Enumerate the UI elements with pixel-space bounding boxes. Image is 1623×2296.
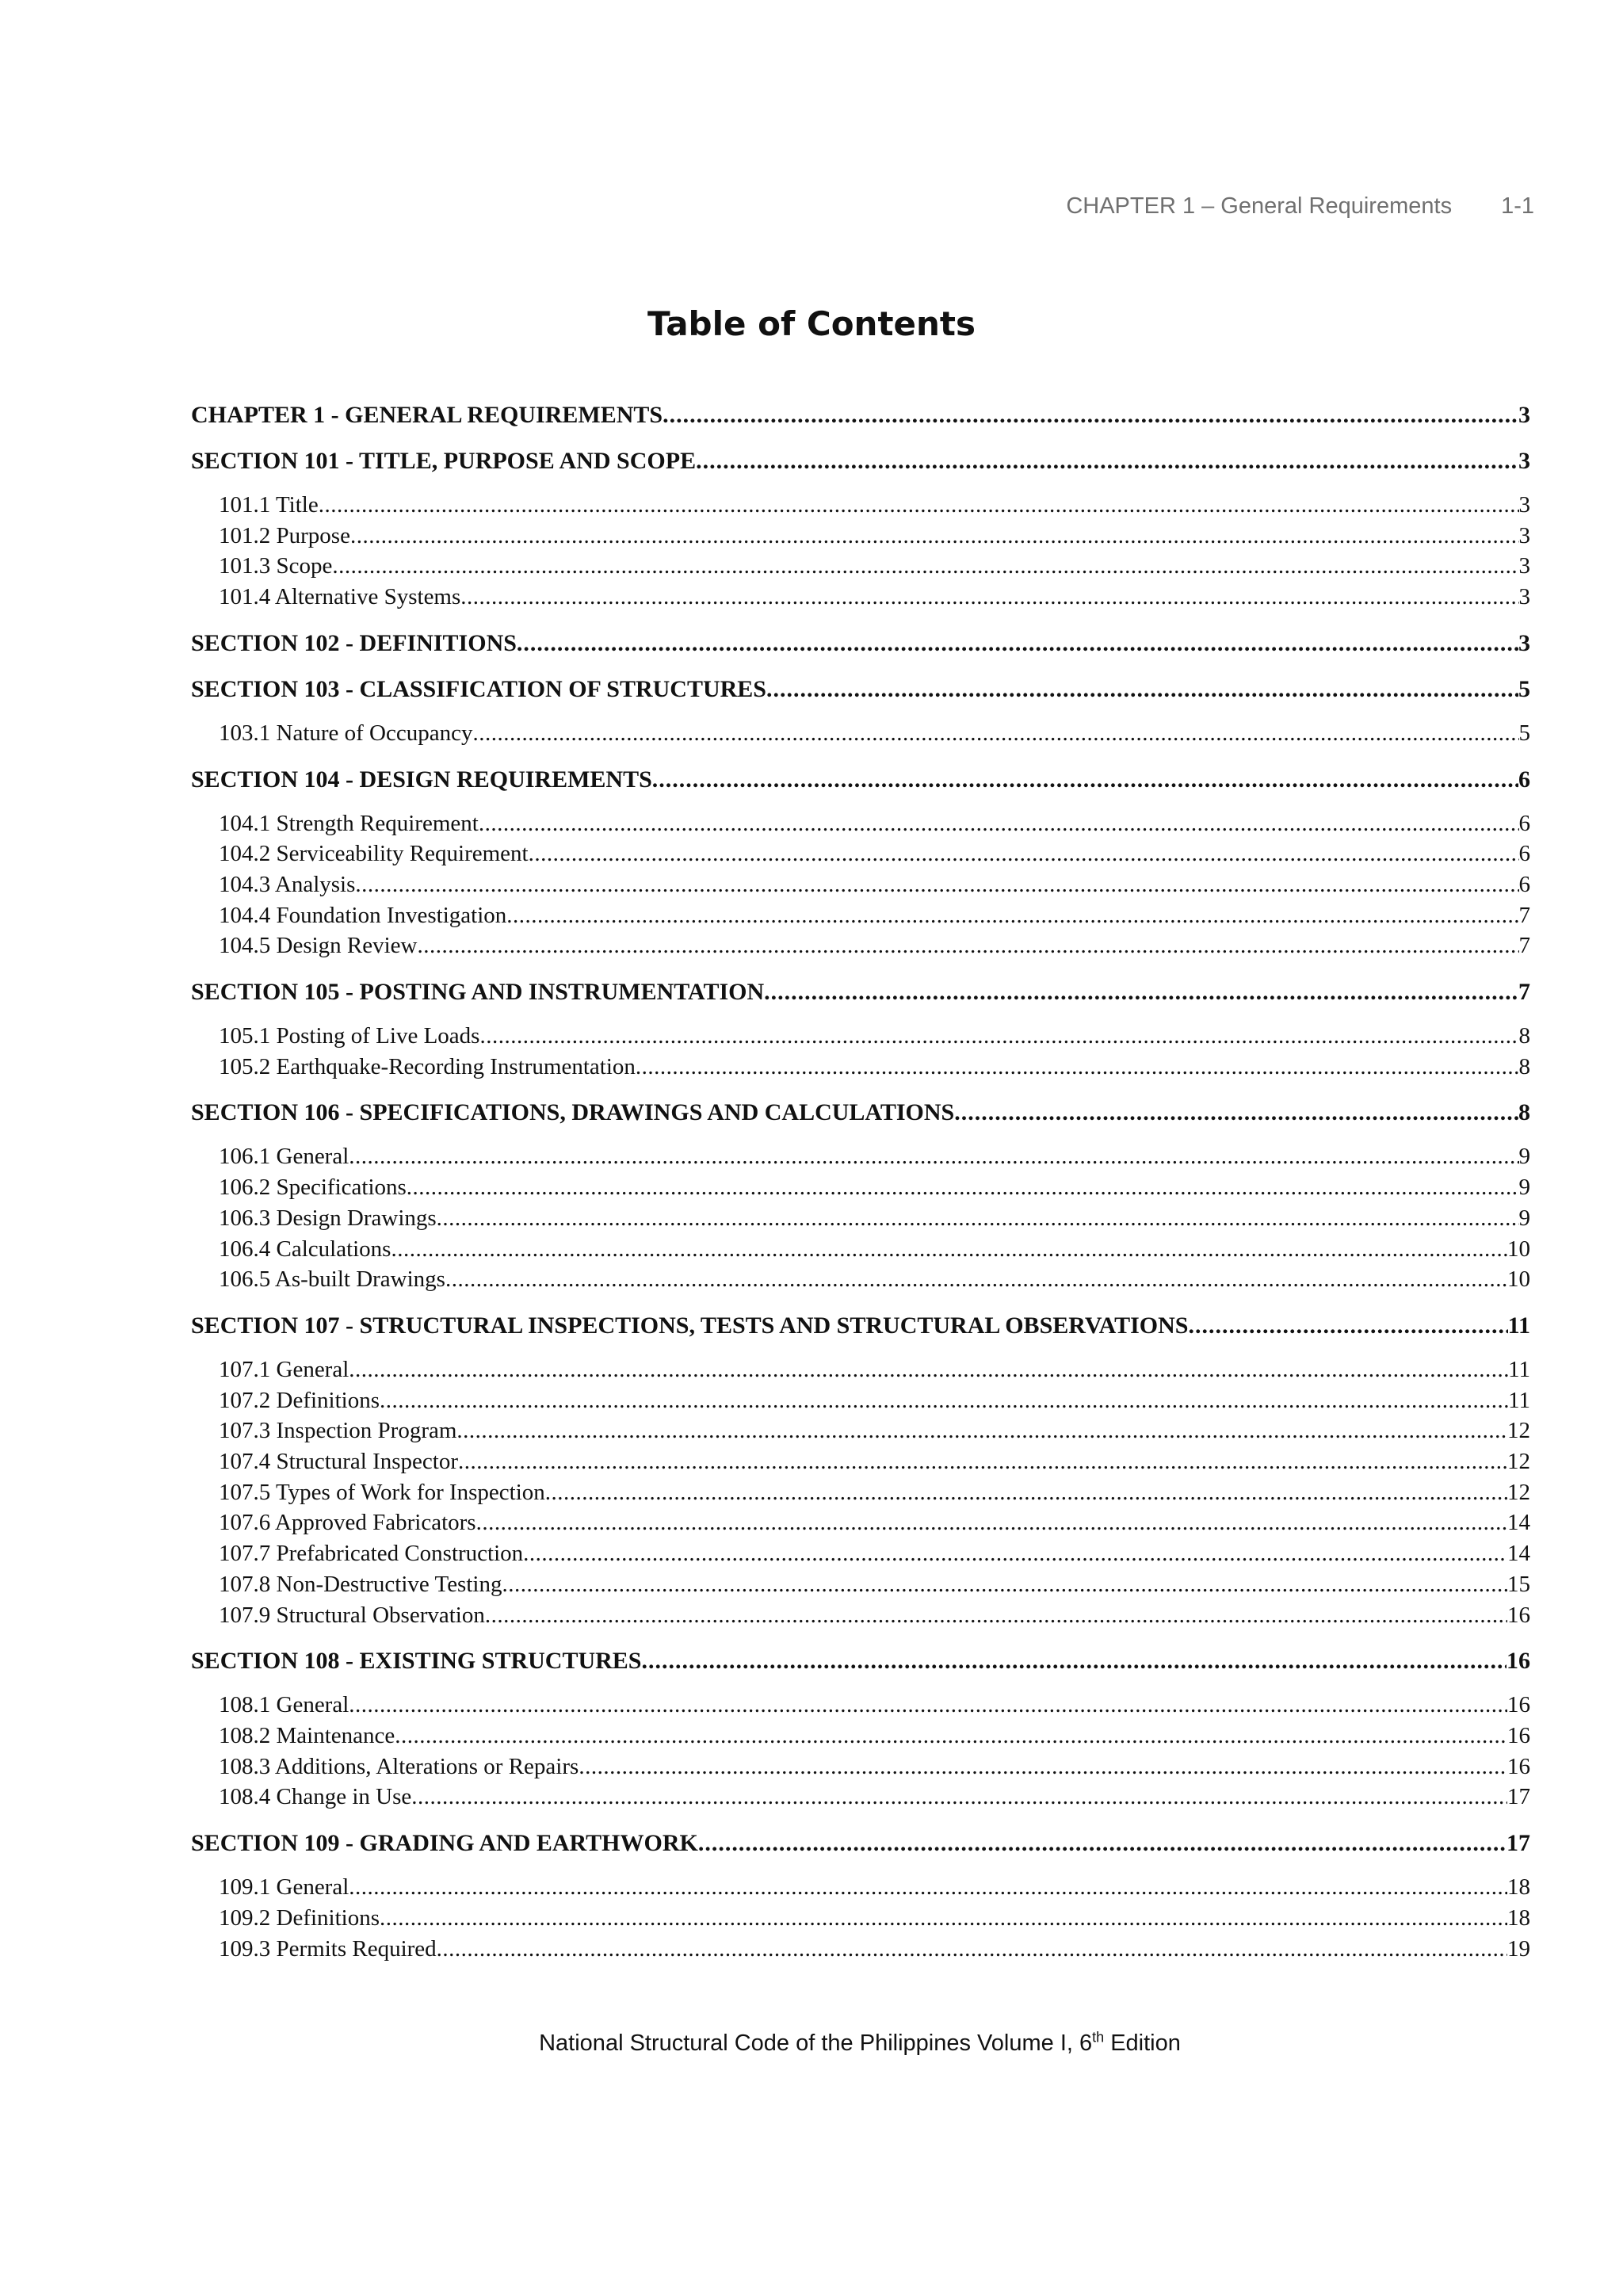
dot-leader: [380, 1903, 1507, 1934]
toc-subsection-entry[interactable]: [191, 1782, 1530, 1813]
toc-entry-page-number: 9: [1518, 1175, 1530, 1201]
toc-entry-label: SECTION 106 - SPECIFICATIONS, DRAWINGS AND CALCULATIONS: [191, 1099, 955, 1126]
toc-entry-page-number: 5: [1518, 720, 1530, 746]
toc-entry-page-number: 3: [1518, 492, 1530, 518]
toc-subsection-entry[interactable]: [191, 1690, 1530, 1721]
dot-leader: [458, 1446, 1507, 1477]
toc-subsection-entry[interactable]: [191, 1203, 1530, 1234]
toc-entry-label: SECTION 109 - GRADING AND EARTHWORK: [191, 1830, 698, 1857]
toc-entry-page-number: 3: [1518, 629, 1530, 656]
dot-leader: [506, 900, 1518, 931]
dot-leader: [380, 1385, 1508, 1416]
dot-leader: [479, 808, 1519, 839]
toc-entry-page-number: 11: [1508, 1387, 1530, 1413]
toc-entry-page-number: 7: [1518, 933, 1530, 959]
toc-entry-label: 104.3 Analysis: [219, 871, 356, 897]
toc-entry-page-number: 16: [1507, 1648, 1530, 1675]
footer-suffix: Edition: [1104, 2030, 1181, 2056]
toc-entry-page-number: 16: [1507, 1692, 1530, 1718]
toc-entry-label: 106.3 Design Drawings: [219, 1205, 437, 1231]
toc-entry-label: 107.1 General: [219, 1356, 349, 1382]
toc-subsection-entry[interactable]: [191, 1752, 1530, 1782]
toc-subsection-entry[interactable]: [191, 1507, 1530, 1538]
toc-entry-label: CHAPTER 1 - GENERAL REQUIREMENTS: [191, 402, 663, 428]
dot-leader: [395, 1721, 1507, 1752]
toc-entry-label: 107.6 Approved Fabricators: [219, 1510, 476, 1536]
dot-leader: [1188, 1311, 1507, 1341]
toc-entry-page-number: 15: [1507, 1571, 1530, 1597]
toc-entry-label: 107.4 Structural Inspector: [219, 1449, 459, 1475]
toc-section-entry[interactable]: [191, 628, 1530, 659]
toc-entry-label: 109.3 Permits Required: [219, 1935, 437, 1962]
dot-leader: [579, 1752, 1507, 1782]
toc-entry-page-number: 5: [1518, 675, 1530, 702]
toc-entry-label: 106.2 Specifications: [219, 1175, 407, 1201]
toc-entry-page-number: 8: [1518, 1023, 1530, 1049]
toc-subsection-entry[interactable]: [191, 582, 1530, 613]
toc-subsection-entry[interactable]: [191, 1903, 1530, 1934]
dot-leader: [652, 765, 1518, 795]
toc-entry-label: 104.1 Strength Requirement: [219, 810, 479, 836]
toc-subsection-entry[interactable]: [191, 490, 1530, 521]
toc-entry-page-number: 8: [1518, 1053, 1530, 1079]
dot-leader: [545, 1477, 1507, 1508]
toc-section-entry[interactable]: [191, 1311, 1530, 1341]
toc-entry-page-number: 14: [1507, 1541, 1530, 1567]
footer-superscript: th: [1092, 2029, 1105, 2046]
toc-entry-label: 105.2 Earthquake-Recording Instrumentation: [219, 1053, 636, 1079]
toc-section-entry[interactable]: [191, 1098, 1530, 1128]
dot-leader: [954, 1098, 1518, 1128]
toc-entry-label: 107.9 Structural Observation: [219, 1602, 485, 1628]
dot-leader: [350, 521, 1519, 552]
dot-leader: [764, 977, 1518, 1007]
toc-entry-page-number: 16: [1507, 1602, 1530, 1628]
toc-entry-label: 107.5 Types of Work for Inspection: [219, 1479, 545, 1505]
toc-subsection-entry[interactable]: [191, 1052, 1530, 1083]
toc-entry-label: 107.2 Definitions: [219, 1387, 380, 1413]
toc-entry-page-number: 11: [1508, 1356, 1530, 1382]
toc-subsection-entry[interactable]: [191, 1569, 1530, 1600]
dot-leader: [476, 1507, 1507, 1538]
toc-entry-page-number: 12: [1507, 1418, 1530, 1444]
dot-leader: [456, 1415, 1507, 1446]
toc-entry-page-number: 3: [1518, 522, 1530, 548]
toc-entry-label: 108.3 Additions, Alterations or Repairs: [219, 1753, 579, 1779]
toc-entry-page-number: 11: [1507, 1312, 1530, 1339]
table-of-contents: [191, 400, 1530, 1964]
dot-leader: [641, 1646, 1507, 1676]
toc-entry-page-number: 14: [1507, 1510, 1530, 1536]
dot-leader: [319, 490, 1519, 521]
toc-entry-label: 105.1 Posting of Live Loads: [219, 1023, 480, 1049]
dot-leader: [349, 1141, 1518, 1172]
toc-entry-page-number: 12: [1507, 1479, 1530, 1505]
toc-entry-page-number: 3: [1518, 402, 1530, 428]
toc-entry-page-number: 10: [1507, 1236, 1530, 1262]
toc-subsection-entry[interactable]: [191, 930, 1530, 961]
toc-subsection-entry[interactable]: [191, 1385, 1530, 1416]
toc-subsection-entry[interactable]: [191, 1021, 1530, 1052]
toc-entry-page-number: 16: [1507, 1753, 1530, 1779]
toc-entry-page-number: 6: [1518, 810, 1530, 836]
dot-leader: [698, 1828, 1507, 1859]
toc-entry-page-number: 10: [1507, 1266, 1530, 1293]
toc-section-entry[interactable]: [191, 977, 1530, 1007]
toc-subsection-entry[interactable]: [191, 1934, 1530, 1965]
toc-entry-label: 107.8 Non-Destructive Testing: [219, 1571, 502, 1597]
toc-entry-label: 109.1 General: [219, 1874, 349, 1901]
toc-entry-page-number: 3: [1518, 448, 1530, 474]
toc-subsection-entry[interactable]: [191, 869, 1530, 900]
toc-section-entry[interactable]: [191, 674, 1530, 705]
dot-leader: [636, 1052, 1519, 1083]
dot-leader: [349, 1872, 1507, 1903]
toc-entry-page-number: 8: [1518, 1099, 1530, 1126]
toc-entry-page-number: 19: [1507, 1935, 1530, 1962]
toc-entry-label: 106.5 As-built Drawings: [219, 1266, 445, 1293]
toc-subsection-entry[interactable]: [191, 1234, 1530, 1265]
toc-section-entry[interactable]: [191, 446, 1530, 476]
toc-subsection-entry[interactable]: [191, 1721, 1530, 1752]
toc-subsection-entry[interactable]: [191, 1538, 1530, 1569]
dot-leader: [517, 628, 1518, 659]
toc-entry-label: 101.4 Alternative Systems: [219, 584, 461, 610]
toc-subsection-entry[interactable]: [191, 1477, 1530, 1508]
toc-entry-label: SECTION 105 - POSTING AND INSTRUMENTATION: [191, 979, 765, 1006]
dot-leader: [445, 1264, 1507, 1295]
toc-subsection-entry[interactable]: [191, 1415, 1530, 1446]
toc-entry-page-number: 16: [1507, 1722, 1530, 1748]
dot-leader: [355, 869, 1518, 900]
dot-leader: [349, 1690, 1507, 1721]
footer-text: National Structural Code of the Philippines Volume I, 6: [539, 2030, 1093, 2056]
toc-entry-label: 107.7 Prefabricated Construction: [219, 1541, 524, 1567]
toc-entry-label: 107.3 Inspection Program: [219, 1418, 457, 1444]
toc-entry-label: 101.1 Title: [219, 492, 319, 518]
toc-entry-page-number: 7: [1518, 979, 1530, 1006]
toc-subsection-entry[interactable]: [191, 1354, 1530, 1385]
toc-entry-label: SECTION 103 - CLASSIFICATION OF STRUCTURES: [191, 675, 766, 702]
dot-leader: [502, 1569, 1507, 1600]
toc-entry-label: 108.1 General: [219, 1692, 349, 1718]
dot-leader: [460, 582, 1518, 613]
toc-entry-page-number: 9: [1518, 1205, 1530, 1231]
toc-entry-page-number: 9: [1518, 1144, 1530, 1170]
page-title: Table of Contents: [647, 304, 976, 343]
dot-leader: [437, 1934, 1507, 1965]
toc-entry-page-number: 3: [1518, 584, 1530, 610]
toc-entry-label: 101.2 Purpose: [219, 522, 350, 548]
toc-entry-page-number: 6: [1518, 766, 1530, 793]
toc-entry-page-number: 18: [1507, 1904, 1530, 1931]
toc-section-entry[interactable]: [191, 400, 1530, 430]
toc-subsection-entry[interactable]: [191, 839, 1530, 869]
toc-section-entry[interactable]: [191, 1828, 1530, 1859]
toc-entry-page-number: 7: [1518, 902, 1530, 928]
page-footer: [0, 2030, 1623, 2057]
toc-entry-page-number: 17: [1507, 1784, 1530, 1810]
toc-subsection-entry[interactable]: [191, 1172, 1530, 1203]
toc-entry-label: SECTION 102 - DEFINITIONS: [191, 629, 517, 656]
toc-entry-page-number: 6: [1518, 841, 1530, 867]
dot-leader: [696, 446, 1518, 476]
toc-entry-page-number: 18: [1507, 1874, 1530, 1901]
dot-leader: [332, 551, 1518, 582]
toc-entry-label: SECTION 104 - DESIGN REQUIREMENTS: [191, 766, 652, 793]
toc-subsection-entry[interactable]: [191, 718, 1530, 749]
running-header-page-number: 1-1: [1501, 193, 1534, 219]
dot-leader: [407, 1172, 1519, 1203]
dot-leader: [437, 1203, 1519, 1234]
dot-leader: [766, 674, 1518, 705]
toc-entry-page-number: 12: [1507, 1449, 1530, 1475]
dot-leader: [479, 1021, 1518, 1052]
toc-entry-label: 104.5 Design Review: [219, 933, 418, 959]
toc-subsection-entry[interactable]: [191, 1872, 1530, 1903]
toc-subsection-entry[interactable]: [191, 1141, 1530, 1172]
dot-leader: [529, 839, 1519, 869]
dot-leader: [473, 718, 1519, 749]
dot-leader: [391, 1234, 1507, 1265]
toc-section-entry[interactable]: [191, 1646, 1530, 1676]
dot-leader: [411, 1782, 1507, 1813]
toc-entry-label: 104.2 Serviceability Requirement: [219, 841, 529, 867]
toc-entry-label: 109.2 Definitions: [219, 1904, 380, 1931]
dot-leader: [663, 400, 1518, 430]
dot-leader: [523, 1538, 1507, 1569]
toc-entry-label: 106.1 General: [219, 1144, 349, 1170]
dot-leader: [349, 1354, 1508, 1385]
toc-subsection-entry[interactable]: [191, 1600, 1530, 1631]
toc-entry-label: SECTION 107 - STRUCTURAL INSPECTIONS, TESTS AND STRUCTURAL OBSERVATIONS: [191, 1312, 1189, 1339]
toc-subsection-entry[interactable]: [191, 551, 1530, 582]
toc-subsection-entry[interactable]: [191, 1264, 1530, 1295]
running-header-chapter: CHAPTER 1 – General Requirements: [1066, 193, 1453, 219]
toc-entry-label: 101.3 Scope: [219, 553, 333, 579]
toc-entry-label: 103.1 Nature of Occupancy: [219, 720, 473, 746]
toc-entry-label: 106.4 Calculations: [219, 1236, 391, 1262]
toc-entry-page-number: 17: [1507, 1830, 1530, 1857]
toc-subsection-entry[interactable]: [191, 808, 1530, 839]
toc-entry-label: 108.2 Maintenance: [219, 1722, 395, 1748]
toc-entry-label: SECTION 101 - TITLE, PURPOSE AND SCOPE: [191, 448, 697, 474]
toc-subsection-entry[interactable]: [191, 1446, 1530, 1477]
toc-entry-label: SECTION 108 - EXISTING STRUCTURES: [191, 1648, 642, 1675]
dot-leader: [418, 930, 1519, 961]
toc-entry-label: 104.4 Foundation Investigation: [219, 902, 507, 928]
toc-section-entry[interactable]: [191, 765, 1530, 795]
toc-entry-label: 108.4 Change in Use: [219, 1784, 412, 1810]
toc-subsection-entry[interactable]: [191, 521, 1530, 552]
toc-entry-page-number: 3: [1518, 553, 1530, 579]
toc-subsection-entry[interactable]: [191, 900, 1530, 931]
dot-leader: [485, 1600, 1507, 1631]
toc-entry-page-number: 6: [1518, 871, 1530, 897]
running-header: [1066, 193, 1534, 220]
